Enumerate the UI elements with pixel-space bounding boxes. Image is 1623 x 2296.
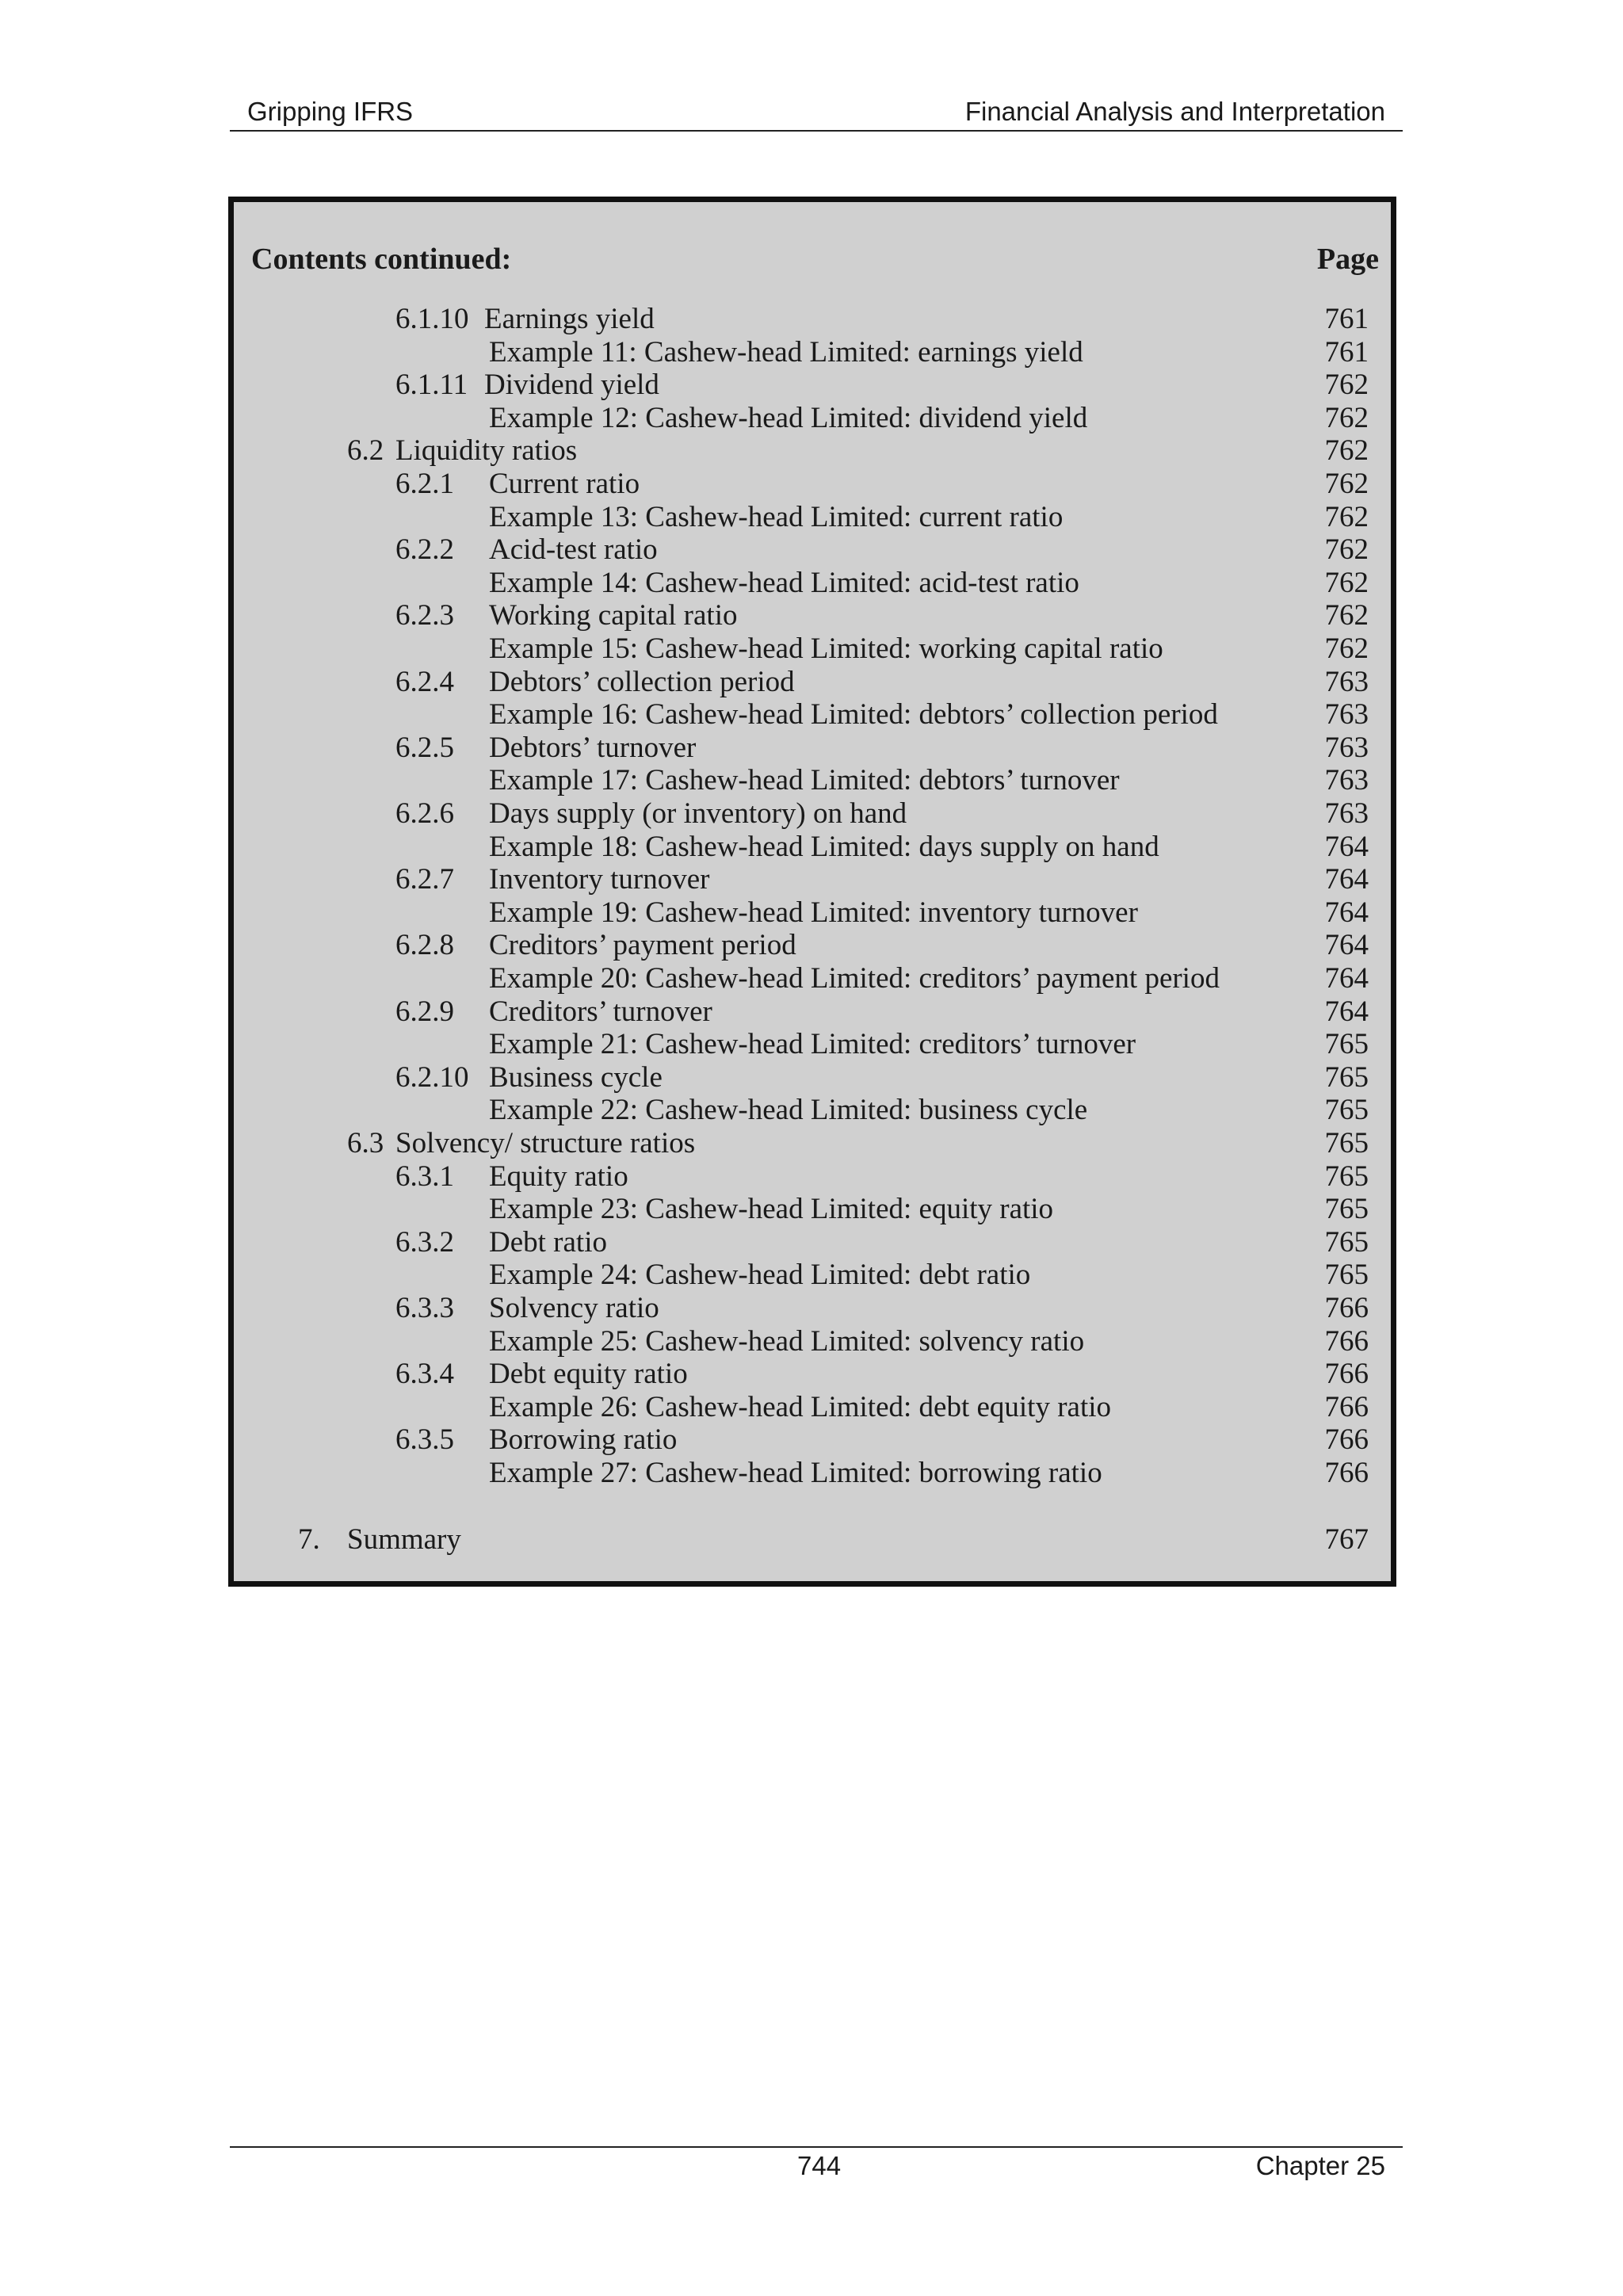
toc-entry-title: Debt ratio (489, 1225, 607, 1259)
toc-entry (234, 1127, 1391, 1159)
toc-entry-number: 6.2.1 (395, 468, 454, 500)
toc-entry (234, 1094, 1391, 1126)
toc-entry (234, 1028, 1391, 1060)
toc-entry-number: 6.3.3 (395, 1292, 454, 1324)
toc-entry (234, 533, 1391, 566)
toc-entry-number: 6.2.5 (395, 731, 454, 764)
toc-entry-page: 764 (1324, 995, 1369, 1028)
toc-entry-title: Debtors’ collection period (489, 665, 795, 698)
contents-box (228, 197, 1396, 1587)
toc-example-title: Example 16: Cashew-head Limited: debtors’ collection period (489, 698, 1218, 732)
toc-example-title: Example 21: Cashew-head Limited: creditors’ turnover (489, 1028, 1136, 1061)
toc-entry-number: 6.2 (347, 434, 384, 468)
toc-entry (234, 831, 1391, 863)
toc-entry-number: 6.2.6 (395, 797, 454, 830)
toc-entry-page: 765 (1324, 1060, 1369, 1094)
toc-entry (234, 468, 1391, 500)
toc-entry (234, 1160, 1391, 1193)
toc-entry (234, 501, 1391, 533)
toc-entry-title: Inventory turnover (489, 863, 710, 896)
toc-entry-page: 765 (1324, 1094, 1369, 1127)
toc-entry-page: 762 (1324, 632, 1369, 665)
toc-entry-page: 762 (1324, 500, 1369, 533)
toc-entry (234, 599, 1391, 632)
toc-entry-title: Business cycle (489, 1060, 663, 1094)
page-footer (230, 2146, 1403, 2180)
toc-entry-number: 6.2.7 (395, 863, 454, 896)
toc-entry-page: 763 (1324, 731, 1369, 764)
toc-entry (234, 1457, 1391, 1489)
toc-entry-title: Acid-test ratio (489, 533, 658, 567)
toc-entry-page: 766 (1324, 1390, 1369, 1423)
page-number: 744 (797, 2151, 842, 2180)
toc-entry (234, 632, 1391, 665)
book-title: Gripping IFRS (247, 97, 414, 126)
toc-entry (234, 1423, 1391, 1456)
toc-example-title: Example 19: Cashew-head Limited: inventory turnover (489, 896, 1138, 929)
toc-example-title: Example 24: Cashew-head Limited: debt ratio (489, 1259, 1031, 1292)
toc-entry (234, 402, 1391, 434)
toc-example-title: Example 12: Cashew-head Limited: dividend yield (489, 401, 1088, 434)
toc-entry-number: 6.3.4 (395, 1358, 454, 1391)
toc-entry-page: 762 (1324, 566, 1369, 599)
toc-entry-page: 763 (1324, 797, 1369, 830)
toc-entry (234, 732, 1391, 764)
toc-entry (234, 929, 1391, 961)
toc-entry-number: 6.2.10 (395, 1060, 469, 1094)
toc-entry-number: 6.2.3 (395, 599, 454, 632)
toc-example-title: Example 18: Cashew-head Limited: days supply on hand (489, 830, 1159, 863)
toc-entry-page: 766 (1324, 1324, 1369, 1358)
toc-entry (234, 764, 1391, 797)
toc-entry (234, 303, 1391, 335)
toc-entry-page: 764 (1324, 863, 1369, 896)
toc-example-title: Example 14: Cashew-head Limited: acid-test ratio (489, 566, 1079, 599)
page-header (230, 95, 1403, 132)
toc-entry-number: 6.3 (347, 1127, 384, 1159)
toc-entry (234, 1358, 1391, 1390)
toc-entry-number: 6.2.2 (395, 533, 454, 567)
toc-entry (234, 698, 1391, 731)
toc-entry-title: Summary (347, 1522, 461, 1556)
toc-entry-page: 762 (1324, 369, 1369, 402)
toc-entry (234, 1523, 1391, 1556)
toc-entry (234, 962, 1391, 995)
toc-entry-page: 765 (1324, 1225, 1369, 1259)
toc-entry-page: 763 (1324, 665, 1369, 698)
toc-entry-title: Solvency ratio (489, 1292, 659, 1324)
toc-entry-number: 6.3.2 (395, 1225, 454, 1259)
toc-entry-title: Earnings yield (484, 303, 655, 335)
toc-example-title: Example 23: Cashew-head Limited: equity ratio (489, 1193, 1054, 1226)
toc-entry-title: Days supply (or inventory) on hand (489, 797, 907, 830)
toc-entry-title: Creditors’ payment period (489, 929, 796, 962)
toc-entry (234, 1292, 1391, 1324)
toc-entry-page: 765 (1324, 1159, 1369, 1193)
toc-entry-title: Liquidity ratios (395, 434, 578, 468)
toc-entry-page: 766 (1324, 1358, 1369, 1391)
toc-entry-number: 6.3.1 (395, 1159, 454, 1193)
toc-example-title: Example 11: Cashew-head Limited: earnings yield (489, 335, 1083, 369)
toc-entry (234, 797, 1391, 830)
toc-example-title: Example 17: Cashew-head Limited: debtors’ turnover (489, 764, 1120, 797)
toc-entry-page: 764 (1324, 896, 1369, 929)
toc-entry (234, 336, 1391, 369)
toc-example-title: Example 25: Cashew-head Limited: solvency ratio (489, 1324, 1085, 1358)
toc-entry (234, 567, 1391, 599)
toc-entry-page: 762 (1324, 599, 1369, 632)
toc-entry-page: 762 (1324, 468, 1369, 500)
toc-entry-title: Equity ratio (489, 1159, 628, 1193)
toc-entry-title: Debt equity ratio (489, 1358, 688, 1391)
toc-entry-title: Borrowing ratio (489, 1423, 678, 1457)
toc-example-title: Example 13: Cashew-head Limited: current ratio (489, 500, 1064, 533)
toc-entry (234, 995, 1391, 1028)
toc-entry (234, 1325, 1391, 1358)
toc-example-title: Example 20: Cashew-head Limited: creditors’ payment period (489, 962, 1220, 995)
toc-entry-page: 766 (1324, 1423, 1369, 1457)
toc-example-title: Example 22: Cashew-head Limited: business cycle (489, 1094, 1088, 1127)
toc-entry (234, 863, 1391, 896)
chapter-title: Financial Analysis and Interpretation (964, 97, 1385, 126)
toc-entry-title: Solvency/ structure ratios (395, 1127, 696, 1159)
toc-entry-title: Working capital ratio (489, 599, 738, 632)
toc-entry-page: 764 (1324, 830, 1369, 863)
toc-entry-number: 6.3.5 (395, 1423, 454, 1457)
toc-entry (234, 1391, 1391, 1423)
toc-entry-page: 765 (1324, 1259, 1369, 1292)
toc-entry-title: Current ratio (489, 468, 640, 500)
toc-entry-title: Dividend yield (484, 369, 659, 402)
toc-entry-title: Debtors’ turnover (489, 731, 697, 764)
toc-entry (234, 1226, 1391, 1259)
toc-example-title: Example 26: Cashew-head Limited: debt equity ratio (489, 1390, 1112, 1423)
toc-entry-page: 765 (1324, 1028, 1369, 1061)
contents-title: Contents continued: (251, 243, 512, 276)
toc-entry-number: 6.1.10 (395, 303, 469, 335)
toc-entry-page: 765 (1324, 1193, 1369, 1226)
toc-entry (234, 666, 1391, 698)
toc-entry-page: 761 (1324, 335, 1369, 369)
toc-entry-number: 6.2.8 (395, 929, 454, 962)
toc-entry-number: 7. (298, 1522, 320, 1556)
toc-entry-page: 762 (1324, 401, 1369, 434)
toc-entry-page: 764 (1324, 929, 1369, 962)
toc-entry-page: 763 (1324, 764, 1369, 797)
chapter-label: Chapter 25 (1255, 2151, 1385, 2180)
toc-entry (234, 369, 1391, 401)
toc-entry-page: 764 (1324, 962, 1369, 995)
toc-entry-page: 767 (1324, 1522, 1369, 1556)
toc-entry (234, 434, 1391, 467)
toc-entry (234, 1193, 1391, 1225)
toc-entry-page: 761 (1324, 303, 1369, 335)
page-column-heading: Page (1316, 243, 1379, 276)
toc-example-title: Example 27: Cashew-head Limited: borrowing ratio (489, 1457, 1102, 1489)
toc-entry-page: 765 (1324, 1127, 1369, 1159)
toc-entry-title: Creditors’ turnover (489, 995, 712, 1028)
toc-entry-number: 6.2.9 (395, 995, 454, 1028)
toc-entry-page: 766 (1324, 1292, 1369, 1324)
toc-entry-page: 762 (1324, 533, 1369, 567)
toc-entry-page: 763 (1324, 698, 1369, 732)
toc-entry-number: 6.2.4 (395, 665, 454, 698)
toc-entry (234, 1259, 1391, 1291)
toc-entry (234, 896, 1391, 929)
toc-entry-number: 6.1.11 (395, 369, 468, 402)
toc-entry-page: 762 (1324, 434, 1369, 468)
toc-entry (234, 1061, 1391, 1094)
toc-entry-page: 766 (1324, 1457, 1369, 1489)
toc-example-title: Example 15: Cashew-head Limited: working capital ratio (489, 632, 1163, 665)
